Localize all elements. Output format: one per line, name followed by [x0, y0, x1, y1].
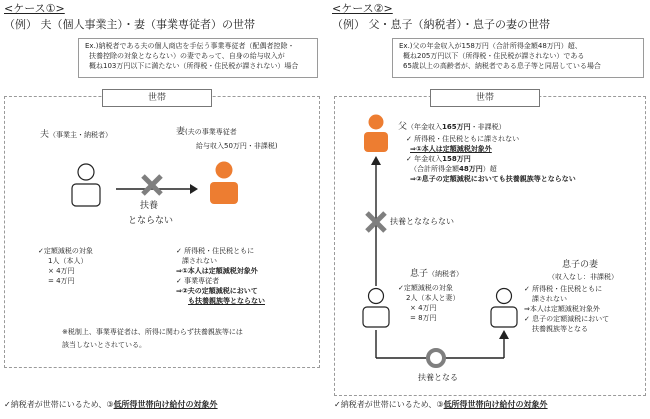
list-item: ⇒②夫の定額減税において — [176, 287, 258, 295]
bottom-prefix: ✓納税者が世帯にいるため、③ — [4, 400, 114, 409]
father-person-icon — [362, 114, 390, 154]
case1-right-list — [176, 246, 265, 306]
son-name: 息子 — [410, 269, 429, 279]
son-sub: （納税者） — [428, 270, 464, 278]
father-sub: （年金収入 — [407, 123, 443, 131]
case2-title: （例） 父・息子（納税者）・息子の妻の世帯 — [332, 18, 550, 31]
wife-label — [176, 126, 237, 138]
case2-fuyou-naru-label: 扶養となる — [418, 373, 458, 382]
husband-label — [40, 129, 112, 141]
list-item: 2人（本人と妻） — [406, 294, 460, 302]
cross-mark-icon — [140, 173, 164, 201]
list-item — [406, 164, 576, 174]
list-item: × 4万円 — [410, 304, 437, 312]
bottom-bold: 低所得世帯向け給付の対象外 — [443, 400, 548, 409]
list-item: ✓ 所得税・住民税ともに — [524, 285, 603, 293]
son-wife-person-icon — [488, 287, 520, 329]
list-item: × 4万円 — [48, 267, 75, 275]
list-item — [406, 154, 576, 164]
list-item: 扶養親族等となる — [532, 325, 588, 333]
father-pension-pre: ✓ 年金収入 — [406, 155, 443, 163]
son-wife-label: 息子の妻 — [562, 260, 599, 270]
case1-note-line: Ex.)納税者である夫の個人商店を手伝う事業専従者（配偶者控除・ — [85, 42, 295, 50]
case2-label: <ケース②> — [332, 2, 393, 15]
father-list — [406, 134, 576, 184]
case1-note-line: 扶養控除の対象とならない）の妻であって、自身の給与収入が — [89, 52, 285, 60]
cross-mark-icon — [364, 210, 388, 238]
son-person-icon — [360, 287, 392, 329]
case1-household-tab: 世帯 — [102, 89, 212, 107]
father-income-amount: 48万円 — [459, 165, 483, 173]
case2-fuyou-arrow-icon — [370, 330, 510, 374]
wife-sub2: 給与収入50万円・非課税) — [196, 142, 278, 150]
list-item: ⇒②息子の定額減税においても扶養親族等とならない — [410, 175, 576, 183]
bottom-prefix: ✓納税者が世帯にいるため、③ — [334, 400, 444, 409]
list-item: 課されない — [182, 257, 217, 265]
wife-person-icon — [206, 160, 242, 206]
case1-footnote: ※税制上、事業専従者は、所得に関わらず扶養親族等には — [62, 328, 243, 336]
father-label — [398, 121, 506, 133]
husband-sub: （事業主・納税者） — [49, 131, 113, 139]
case1-bottom-line — [4, 399, 218, 410]
case1-left-list — [38, 246, 93, 286]
wife-sub1: (夫の事業専従者 — [185, 128, 237, 136]
case2-fuyou-naranai-label: 扶養となならない — [390, 217, 454, 226]
list-item: ⇒本人は定額減税対象外 — [524, 305, 600, 313]
case2-note-box — [392, 38, 644, 78]
son-label — [410, 268, 463, 280]
list-item: ✓ 息子の定額減税において — [524, 315, 610, 323]
husband-person-icon — [68, 162, 104, 208]
father-sub-end: ・非課税） — [470, 123, 506, 131]
father-name: 父 — [398, 122, 408, 132]
list-item: = 8万円 — [410, 314, 437, 322]
case1-fuyou-label: 扶養 — [140, 201, 159, 211]
case2-note-line: 65歳以上の高齢者が、納税者である息子等と同居している場合 — [403, 62, 601, 70]
son-wife-list — [524, 284, 609, 334]
case1-note-box — [78, 38, 318, 78]
wife-name: 妻 — [176, 127, 186, 137]
father-sub-amount: 165万円 — [442, 123, 471, 131]
husband-name: 夫 — [40, 130, 50, 140]
son-wife-sub: （収入なし：非課税） — [548, 273, 618, 281]
list-item: ⇒①本人は定額減税対象外 — [176, 267, 258, 275]
list-item: ✓定額減税の対象 — [38, 247, 93, 255]
list-item: ✓ 所得税・住民税ともに — [176, 247, 255, 255]
father-income-end: ）超 — [482, 165, 497, 173]
list-item: 1人（本人） — [48, 257, 88, 265]
case2-note-line: Ex.)父の年金収入が158万円（合計所得金額48万円）超、 — [399, 42, 582, 50]
list-item: ✓ 事業専従者 — [176, 277, 220, 285]
case2-household-tab: 世帯 — [430, 89, 540, 107]
list-item: ✓定額減税の対象 — [398, 284, 453, 292]
list-item: も扶養親族等とならない — [188, 297, 265, 305]
son-list — [398, 283, 459, 323]
list-item: ✓ 所得税・住民税ともに課されない — [406, 135, 520, 143]
list-item: ⇒①本人は定額減税対象外 — [410, 145, 492, 153]
case1-fuyou-label2: とならない — [128, 216, 174, 226]
case1-title: （例） 夫（個人事業主）・妻（事業専従者）の世帯 — [4, 18, 255, 31]
case2-note-line: 概ね205万円以下（所得税・住民税が課されない）である — [403, 52, 585, 60]
father-pension-amount: 158万円 — [442, 155, 471, 163]
father-income-pre: （合計所得金額 — [410, 165, 459, 173]
list-item: = 4万円 — [48, 277, 75, 285]
case1-note-line: 概ね103万円以下に満たない（所得税・住民税が課されない）場合 — [89, 62, 299, 70]
case1-label: <ケース①> — [4, 2, 65, 15]
list-item: 課されない — [532, 295, 567, 303]
case1-footnote: 該当しないとされている。 — [62, 341, 146, 349]
case2-bottom-line — [334, 399, 548, 410]
bottom-bold: 低所得世帯向け給付の対象外 — [113, 400, 218, 409]
